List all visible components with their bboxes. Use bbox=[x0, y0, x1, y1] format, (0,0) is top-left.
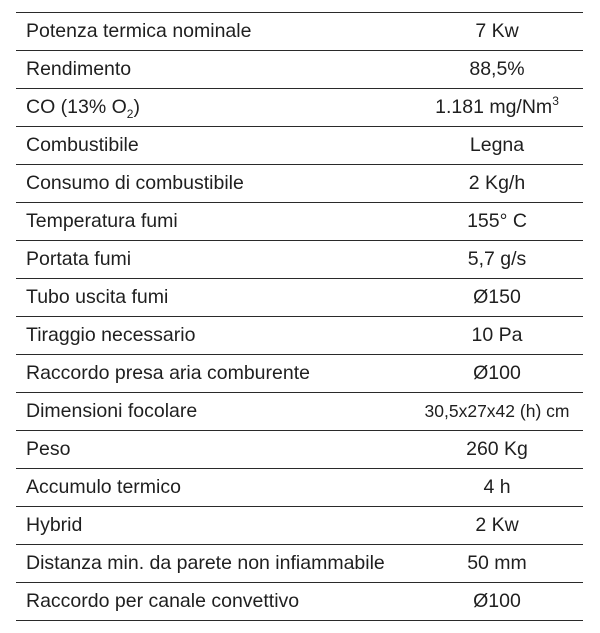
spec-label: Tubo uscita fumi bbox=[26, 285, 169, 308]
spec-value: Ø100 bbox=[473, 589, 521, 612]
spec-row-dimensioni bbox=[16, 393, 583, 431]
spec-row-portata bbox=[16, 241, 583, 279]
spec-value-co-superscript: 3 bbox=[552, 93, 559, 108]
spec-label: Distanza min. da parete non infiammabile bbox=[26, 551, 385, 574]
spec-label: Peso bbox=[26, 437, 71, 460]
spec-label-co-prefix: CO (13% O bbox=[26, 95, 127, 118]
spec-row-raccordo-aria bbox=[16, 355, 583, 393]
spec-value: Ø150 bbox=[473, 285, 521, 308]
spec-value: Ø100 bbox=[473, 361, 521, 384]
spec-row-tiraggio bbox=[16, 317, 583, 355]
spec-row-temperatura bbox=[16, 203, 583, 241]
spec-value: 30,5x27x42 (h) cm bbox=[424, 400, 570, 421]
spec-row-combustibile bbox=[16, 127, 583, 165]
spec-row-raccordo-convettivo bbox=[16, 583, 583, 621]
spec-row-co bbox=[16, 89, 583, 127]
spec-value: 2 Kg/h bbox=[468, 171, 526, 194]
specifications-table bbox=[16, 12, 583, 621]
spec-value: 155° C bbox=[467, 209, 527, 232]
spec-row-peso bbox=[16, 431, 583, 469]
spec-row-consumo bbox=[16, 165, 583, 203]
spec-row-rendimento bbox=[16, 51, 583, 89]
spec-label-co-subscript: 2 bbox=[126, 106, 134, 121]
spec-label: Raccordo per canale convettivo bbox=[26, 589, 300, 612]
spec-value: 260 Kg bbox=[466, 437, 528, 460]
spec-label: Hybrid bbox=[26, 513, 83, 536]
spec-label: Portata fumi bbox=[26, 247, 132, 270]
spec-label: Combustibile bbox=[26, 133, 139, 156]
spec-row-distanza bbox=[16, 545, 583, 583]
spec-label: Dimensioni focolare bbox=[26, 399, 198, 422]
spec-value: 10 Pa bbox=[471, 323, 523, 346]
spec-value: 50 mm bbox=[467, 551, 527, 574]
spec-value: 7 Kw bbox=[475, 19, 519, 42]
spec-value: 5,7 g/s bbox=[467, 247, 527, 270]
spec-label: Potenza termica nominale bbox=[26, 19, 252, 42]
spec-row-accumulo bbox=[16, 469, 583, 507]
spec-value: 88,5% bbox=[469, 57, 525, 80]
spec-row-tubo-uscita bbox=[16, 279, 583, 317]
spec-value: 2 Kw bbox=[475, 513, 519, 536]
spec-value: Legna bbox=[469, 133, 525, 156]
spec-label: Accumulo termico bbox=[26, 475, 181, 498]
spec-label: Tiraggio necessario bbox=[26, 323, 196, 346]
spec-value-co-text: 1.181 mg/Nm bbox=[435, 95, 553, 118]
spec-label-co bbox=[16, 95, 411, 121]
spec-value: 4 h bbox=[483, 475, 511, 498]
spec-row-hybrid bbox=[16, 507, 583, 545]
spec-label-co-suffix: ) bbox=[133, 95, 140, 118]
spec-label: Raccordo presa aria comburente bbox=[26, 361, 310, 384]
spec-label: Rendimento bbox=[26, 57, 132, 80]
spec-value-co bbox=[411, 93, 583, 118]
spec-label: Consumo di combustibile bbox=[26, 171, 244, 194]
spec-label: Temperatura fumi bbox=[26, 209, 178, 232]
spec-row-potenza bbox=[16, 13, 583, 51]
